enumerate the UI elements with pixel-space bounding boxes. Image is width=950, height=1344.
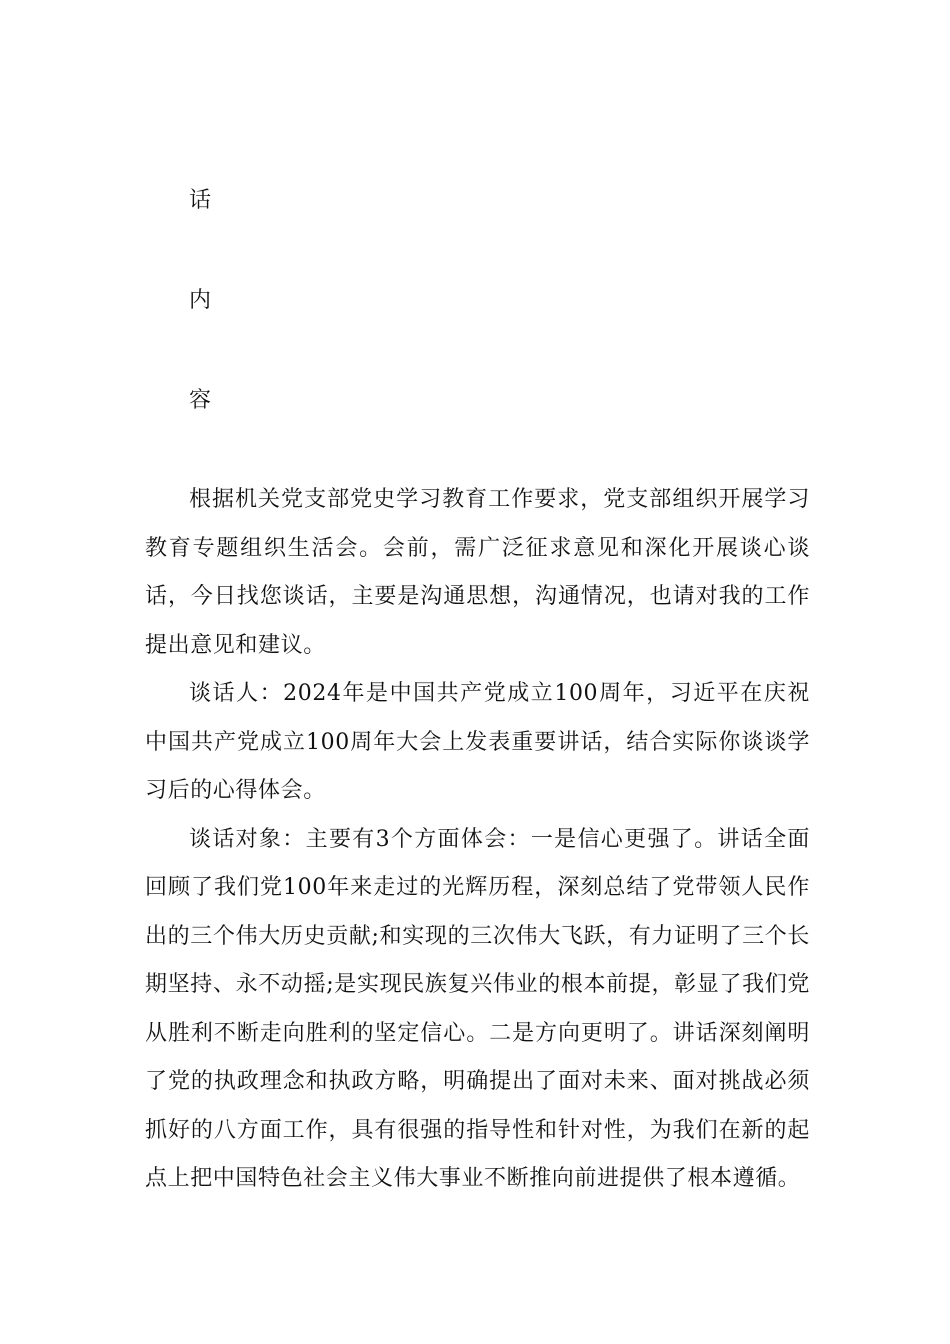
paragraph-interviewee: 谈话对象：主要有3个方面体会：一是信心更强了。讲话全面回顾了我们党100年来走过的光辉历程，深刻总结了党带领人民作出的三个伟大历史贡献;和实现的三次伟大飞跃，有力证明了三个长期坚持、永不动摇;是实现民族复兴伟业的根本前提，彰显了我们党从胜利不断走向胜利的坚定信心。二是方向更明了。讲话深刻阐明了党的执政理念和执政方略，明确提出了面对未来、面对挑战必须抓好的八方面工作，具有很强的指导性和针对性，为我们在新的起点上把中国特色社会主义伟大事业不断推向前进提供了根本遵循。 — [145, 826, 810, 1191]
document-body — [145, 476, 810, 1204]
paragraph-intro: 根据机关党支部党史学习教育工作要求，党支部组织开展学习教育专题组织生活会。会前，需广泛征求意见和深化开展谈心谈话，今日找您谈话，主要是沟通思想，沟通情况，也请对我的工作提出意见和建议。 — [145, 487, 810, 658]
heading-char-1: 话 — [189, 188, 212, 213]
heading-char-2: 内 — [189, 288, 212, 313]
paragraph-interviewer: 谈话人：2024年是中国共产党成立100周年，习近平在庆祝中国共产党成立100周年大会上发表重要讲话，结合实际你谈谈学习后的心得体会。 — [145, 681, 810, 803]
heading-char-3: 容 — [189, 388, 212, 413]
